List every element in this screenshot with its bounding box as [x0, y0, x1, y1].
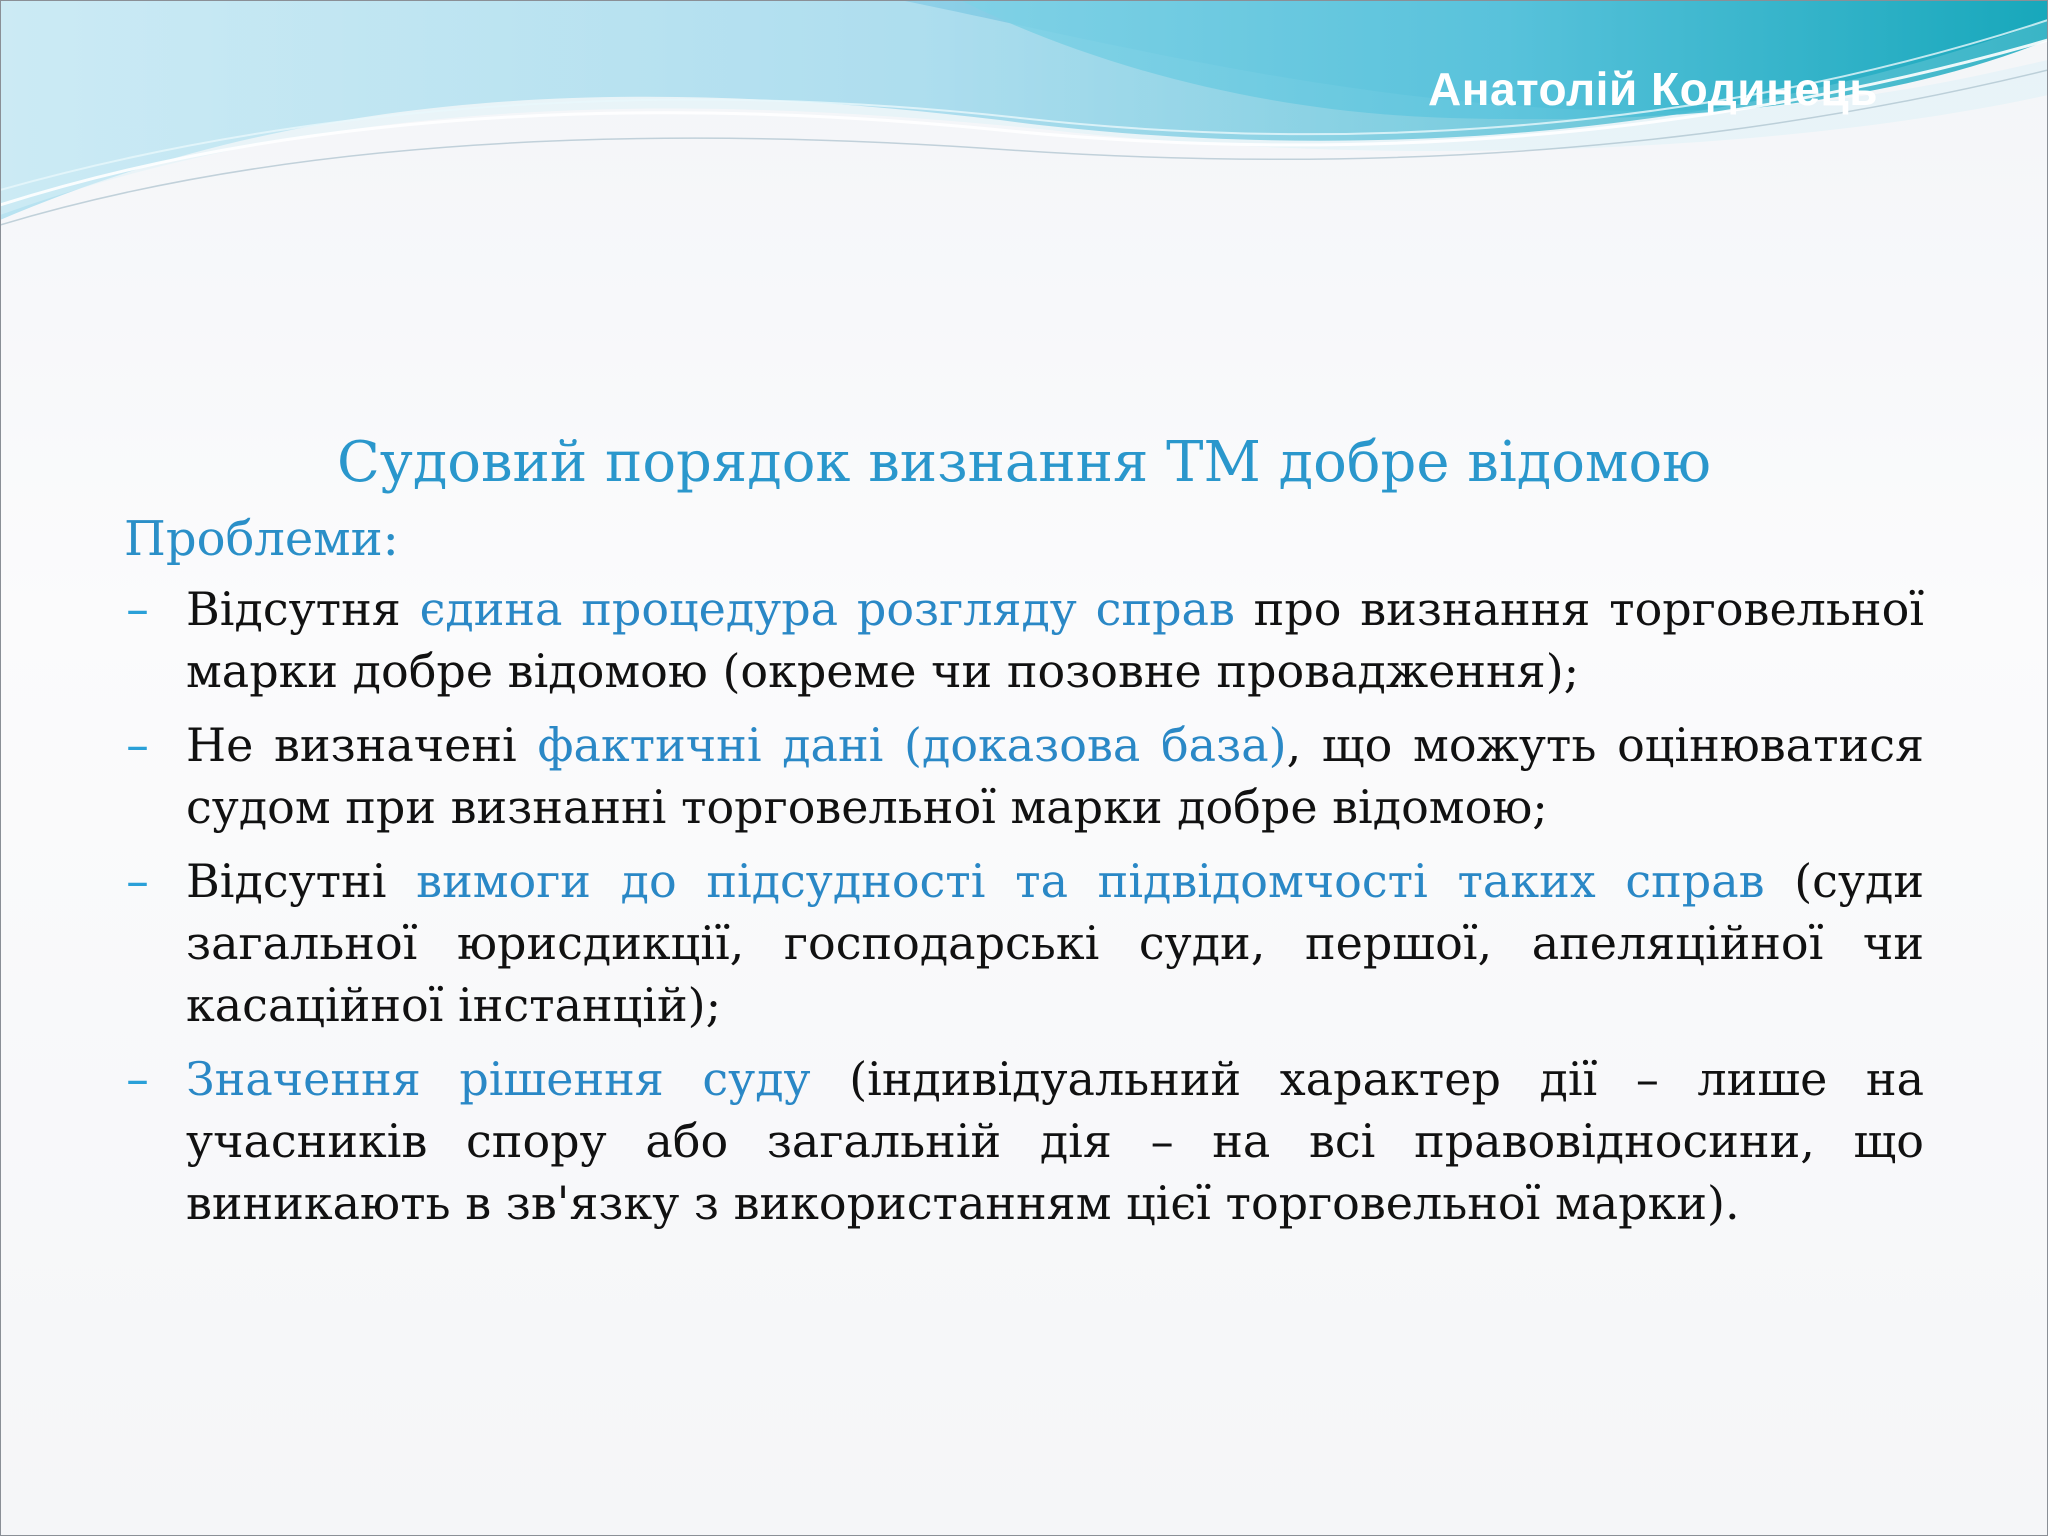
- item-highlight: єдина процедура розгляду справ: [419, 582, 1235, 636]
- item-highlight: вимоги до підсудності та підвідомчості таких справ: [416, 854, 1765, 908]
- header-wave-decoration: [0, 0, 2048, 240]
- item-text: , що можуть оцінюватися судом при визнанні торговельної марки добре відомою;: [186, 718, 1924, 834]
- author-name: Анатолій Кодинець: [1428, 63, 1878, 115]
- problems-list: [124, 578, 1924, 1246]
- list-item: [124, 1048, 1924, 1234]
- item-text: Відсутні: [186, 854, 417, 908]
- section-subheading: Проблеми:: [124, 511, 399, 567]
- item-text: (суди загальної юрисдикції, господарські суди, першої, апеляційної чи касаційної інстанцій);: [186, 854, 1924, 1032]
- item-highlight: Значення рішення суду: [186, 1052, 811, 1106]
- item-text: (індивідуальний характер дії – лише на учасників спору або загальній дія – на всі правовідносини, що виникають в зв'язку з використанням цієї торговельної марки).: [186, 1052, 1924, 1230]
- slide-title: Судовий порядок визнання ТМ добре відомою: [337, 430, 1711, 495]
- item-highlight: фактичні дані (доказова база): [537, 718, 1287, 772]
- list-item: [124, 850, 1924, 1036]
- list-item: [124, 714, 1924, 838]
- bullet-dash: –: [126, 718, 149, 772]
- list-item: [124, 578, 1924, 702]
- bullet-dash: –: [126, 582, 149, 636]
- bullet-dash: –: [126, 1052, 149, 1106]
- item-text: про визнання торговельної марки добре відомою (окреме чи позовне провадження);: [186, 582, 1924, 698]
- bullet-dash: –: [126, 854, 149, 908]
- item-text: Не визначені: [186, 718, 538, 772]
- item-text: Відсутня: [186, 582, 420, 636]
